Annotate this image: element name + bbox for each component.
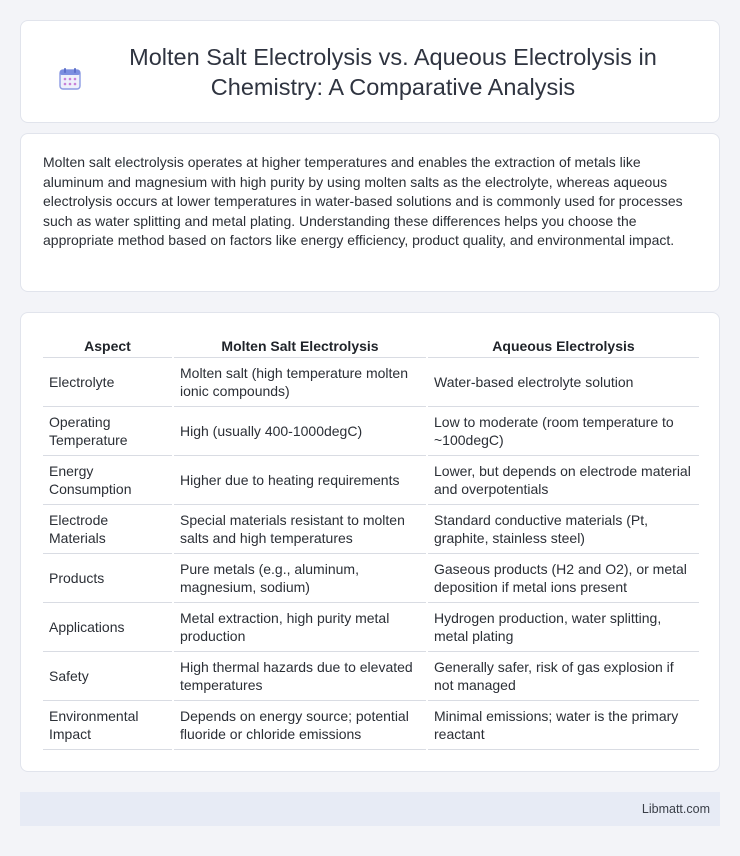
aspect-cell: Energy Consumption [43, 455, 173, 504]
aspect-cell: Electrode Materials [43, 504, 173, 553]
header-aqueous: Aqueous Electrolysis [427, 333, 699, 357]
aqueous-cell: Minimal emissions; water is the primary reactant [427, 700, 699, 749]
table-header-row [43, 333, 699, 357]
molten-salt-cell: Metal extraction, high purity metal production [173, 602, 427, 651]
table-row [43, 700, 699, 749]
molten-salt-cell: High thermal hazards due to elevated temperatures [173, 651, 427, 700]
title-card [20, 20, 720, 123]
comparison-table-card [20, 312, 720, 772]
aqueous-cell: Hydrogen production, water splitting, metal plating [427, 602, 699, 651]
page-title: Molten Salt Electrolysis vs. Aqueous Electrolysis in Chemistry: A Comparative Analysis [129, 43, 657, 100]
aqueous-cell: Standard conductive materials (Pt, graphite, stainless steel) [427, 504, 699, 553]
footer-bar [20, 792, 720, 826]
intro-paragraph: Molten salt electrolysis operates at higher temperatures and enables the extraction of metals like aluminum and magnesium with high purity by using molten salts as the electrolyte, whereas aqueous electrolysis occurs at lower temperatures in water-based solutions and is commonly used for processes such as water splitting and metal plating. Understanding these differences helps you choose the appropriate method based on factors like energy efficiency, product quality, and environmental impact. [43, 154, 683, 248]
comparison-table [43, 333, 699, 750]
table-row [43, 455, 699, 504]
header-aspect: Aspect [43, 333, 173, 357]
table-row [43, 602, 699, 651]
table-row [43, 406, 699, 455]
aspect-cell: Environmental Impact [43, 700, 173, 749]
calendar-icon [57, 66, 83, 92]
title-wrap [21, 42, 719, 102]
aspect-cell: Operating Temperature [43, 406, 173, 455]
molten-salt-cell: Pure metals (e.g., aluminum, magnesium, sodium) [173, 553, 427, 602]
molten-salt-cell: Molten salt (high temperature molten ionic compounds) [173, 357, 427, 406]
molten-salt-cell: Depends on energy source; potential fluoride or chloride emissions [173, 700, 427, 749]
aqueous-cell: Water-based electrolyte solution [427, 357, 699, 406]
intro-card [20, 133, 720, 292]
aqueous-cell: Low to moderate (room temperature to ~100degC) [427, 406, 699, 455]
molten-salt-cell: Special materials resistant to molten salts and high temperatures [173, 504, 427, 553]
table-row [43, 651, 699, 700]
table-row [43, 357, 699, 406]
aspect-cell: Safety [43, 651, 173, 700]
aspect-cell: Products [43, 553, 173, 602]
aspect-cell: Applications [43, 602, 173, 651]
molten-salt-cell: High (usually 400-1000degC) [173, 406, 427, 455]
aspect-cell: Electrolyte [43, 357, 173, 406]
header-molten-salt: Molten Salt Electrolysis [173, 333, 427, 357]
aqueous-cell: Generally safer, risk of gas explosion if not managed [427, 651, 699, 700]
table-row [43, 504, 699, 553]
molten-salt-cell: Higher due to heating requirements [173, 455, 427, 504]
footer-brand-link[interactable]: Libmatt.com [641, 802, 710, 816]
aqueous-cell: Gaseous products (H2 and O2), or metal deposition if metal ions present [427, 553, 699, 602]
table-row [43, 553, 699, 602]
aqueous-cell: Lower, but depends on electrode material and overpotentials [427, 455, 699, 504]
